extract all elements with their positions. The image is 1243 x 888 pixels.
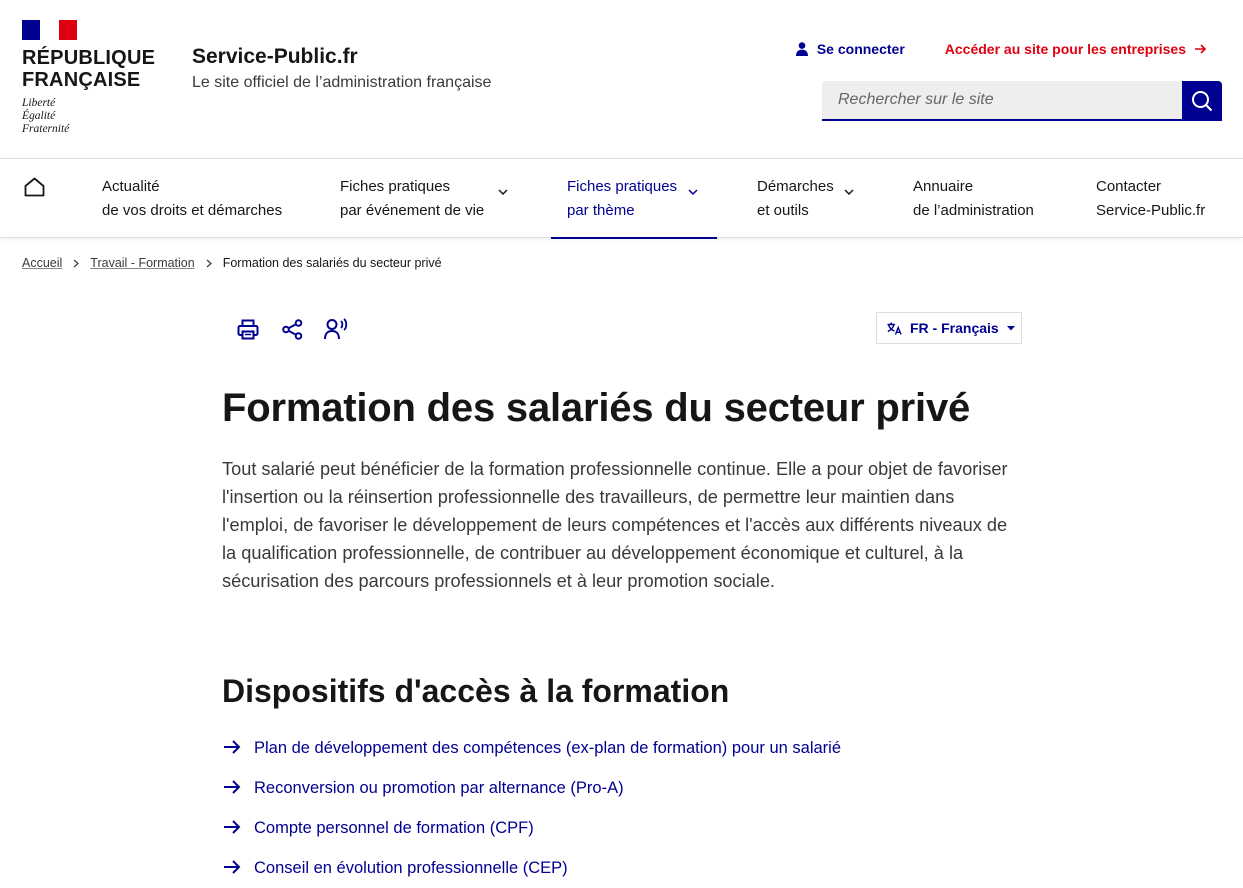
business-site-link[interactable]	[945, 38, 1207, 60]
site-tagline: Le site officiel de l’administration française	[192, 74, 492, 91]
user-icon	[796, 42, 808, 56]
chevron-down-icon	[688, 189, 698, 196]
republic-motto: Liberté Égalité Fraternité	[22, 97, 70, 135]
listen-button[interactable]	[324, 317, 348, 341]
republique-francaise-text: RÉPUBLIQUE FRANÇAISE	[22, 47, 156, 91]
language-selector[interactable]	[876, 312, 1022, 344]
breadcrumb	[22, 254, 442, 272]
list-item	[222, 815, 841, 855]
print-icon	[237, 319, 259, 340]
header-tool-links	[796, 38, 1207, 60]
breadcrumb-current: Formation des salariés du secteur privé	[222, 256, 442, 270]
main-navigation	[0, 158, 1243, 238]
page-title: Formation des salariés du secteur privé	[222, 386, 971, 430]
breadcrumb-travail-formation[interactable]: Travail - Formation	[90, 256, 195, 270]
arrow-right-icon	[222, 819, 242, 835]
site-brand[interactable]	[192, 44, 491, 95]
translate-icon	[887, 322, 902, 335]
breadcrumb-accueil[interactable]: Accueil	[22, 256, 63, 270]
nav-item-evenement-de-vie[interactable]: Fiches pratiques par événement de vie	[340, 159, 512, 238]
arrow-right-icon	[222, 859, 242, 875]
page-actions	[236, 317, 368, 341]
nav-item-demarches[interactable]: Démarches et outils	[757, 159, 857, 238]
chevron-down-icon	[844, 189, 854, 196]
business-site-label: Accéder au site pour les entreprises	[944, 41, 1186, 57]
arrow-right-icon	[222, 779, 242, 795]
search-icon	[1191, 90, 1213, 112]
login-label: Se connecter	[816, 41, 905, 57]
search-input[interactable]	[822, 81, 1182, 121]
nav-item-contacter[interactable]: Contacter Service-Public.fr	[1096, 178, 1206, 219]
chevron-down-icon	[498, 189, 508, 196]
language-label: FR - Français	[910, 320, 999, 336]
list-item	[222, 735, 841, 775]
formation-links-list	[222, 735, 841, 888]
chevron-right-icon	[206, 259, 212, 268]
intro-paragraph: Tout salarié peut bénéficier de la formation professionnelle continue. Elle a pour objet de favoriser l'insertion ou la réinsertion professionnelle des travailleurs, de permettre leur maintien dans l'emploi, de favoriser le développement de leurs compétences et l'accès aux différents niveaux de la qualification professionnelle, de contribuer au développement économique et culturel, à la sécurisation des parcours professionnels et à leur promotion sociale.	[222, 459, 1008, 591]
search-button[interactable]	[1182, 81, 1222, 121]
link-cep[interactable]: Conseil en évolution professionnelle (CEP)	[254, 859, 568, 877]
list-item	[222, 775, 841, 815]
chevron-right-icon	[73, 259, 79, 268]
list-item	[222, 855, 841, 888]
nav-item-annuaire[interactable]: Annuaire de l’administration	[913, 178, 1034, 219]
share-icon	[282, 319, 303, 340]
arrow-right-icon	[1194, 43, 1207, 55]
link-cpf[interactable]: Compte personnel de formation (CPF)	[254, 819, 534, 837]
nav-item-par-theme[interactable]: Fiches pratiques par thème	[551, 159, 717, 238]
home-button[interactable]	[24, 177, 45, 202]
login-link[interactable]	[796, 38, 905, 60]
nav-item-actualite[interactable]: Actualité de vos droits et démarches	[102, 178, 283, 219]
link-plan-developpement-competences[interactable]: Plan de développement des compétences (ex-plan de formation) pour un salarié	[254, 739, 842, 757]
arrow-right-icon	[222, 739, 242, 755]
print-button[interactable]	[236, 317, 260, 341]
search-bar	[822, 81, 1222, 121]
listen-icon	[324, 318, 348, 340]
link-reconversion-pro-a[interactable]: Reconversion ou promotion par alternance (Pro-A)	[254, 779, 624, 797]
site-header	[0, 0, 1243, 158]
home-icon	[24, 177, 45, 197]
share-button[interactable]	[280, 317, 304, 341]
caret-down-icon	[1007, 326, 1015, 331]
site-title[interactable]: Service-Public.fr	[192, 45, 358, 68]
section-title: Dispositifs d'accès à la formation	[222, 673, 730, 709]
marianne-flag-icon	[22, 20, 77, 40]
republique-francaise-logo[interactable]	[22, 20, 162, 136]
